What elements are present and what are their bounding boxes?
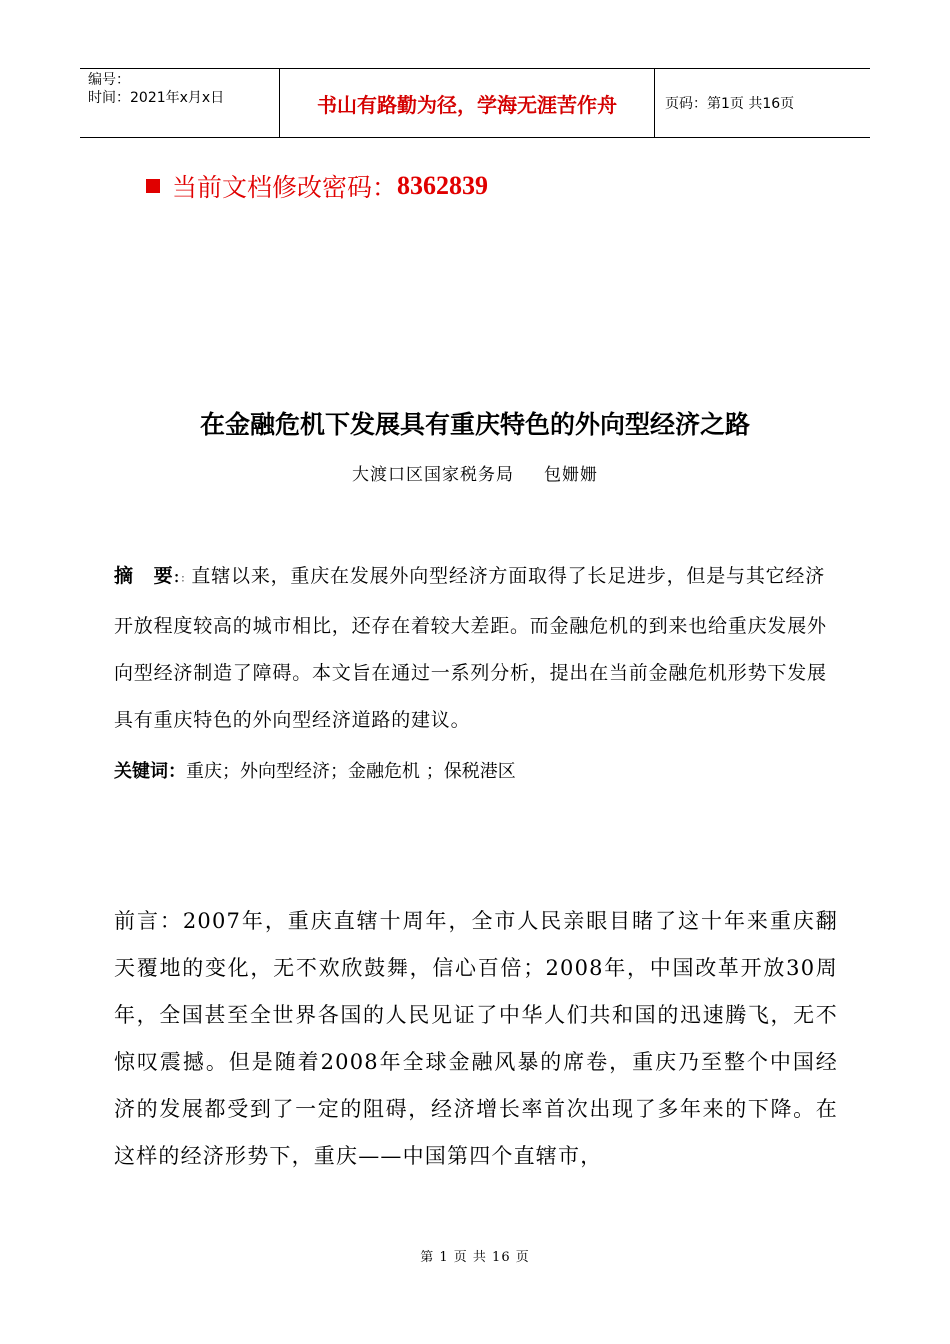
author-name: 包姗姗 [544,465,598,485]
author-organization: 大渡口区国家税务局 [352,465,514,485]
header-page-info: 页码：第1页 共16页 [665,96,795,112]
password-label: 当前文档修改密码： [172,173,398,202]
abstract-mark: ： [180,574,192,585]
abstract-paragraph [114,553,834,744]
document-title: 在金融危机下发展具有重庆特色的外向型经济之路 [199,410,750,439]
red-square-bullet-icon [146,179,160,193]
header-number-label: 编号： [88,72,130,88]
header-table [80,68,870,138]
abstract-colon: : [173,565,181,587]
keywords-line [114,752,834,792]
abstract-label: 摘 要 [114,565,174,587]
keywords-label: 关键词： [114,761,186,782]
author-line [0,460,950,485]
abstract-text: 直辖以来，重庆在发展外向型经济方面取得了长足进步，但是与其它经济开放程度较高的城市相比，还存在着较大差距。而金融危机的到来也给重庆发展外向型经济制造了障碍。本文旨在通过一系列分析，提出在当前金融危机形势下发展具有重庆特色的外向型经济道路的建议。 [114,565,827,731]
password-code: 8362839 [397,171,489,200]
header-motto: 书山有路勤为径，学海无涯苦作舟 [280,69,655,137]
header-meta-cell [80,69,280,137]
password-notice [146,168,488,204]
keywords-text: 重庆；外向型经济；金融危机 ；保税港区 [186,761,516,782]
page-footer: 第 1 页 共 16 页 [420,1250,530,1265]
header-time-label: 时间：2021年x月x日 [88,90,225,106]
intro-paragraph: 前言：2007年，重庆直辖十周年，全市人民亲眼目睹了这十年来重庆翻天覆地的变化，无不欢欣鼓舞，信心百倍；2008年，中国改革开放30周年，全国甚至全世界各国的人民见证了中华人们共和国的迅速腾飞，无不惊叹震撼。但是随着2008年全球金融风暴的席卷，重庆乃至整个中国经济的发展都受到了一定的阻碍，经济增长率首次出现了多年来的下降。在这样的经济形势下，重庆——中国第四个直辖市， [114,909,838,1168]
